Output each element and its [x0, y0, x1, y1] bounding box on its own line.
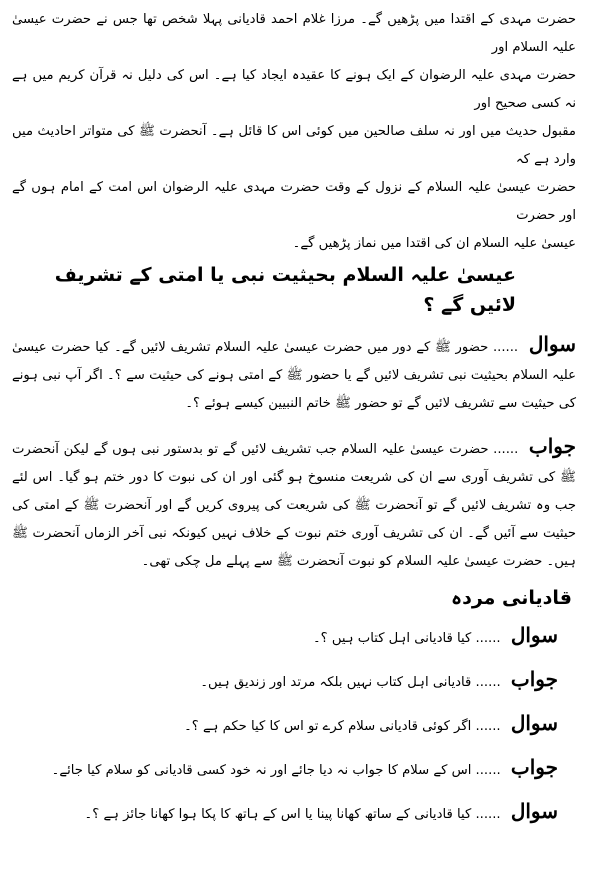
question-text: ...... اگر کوئی قادیانی سلام کرے تو اس کا کیا حکم ہے ؟۔ [184, 719, 501, 734]
answer-label: جواب [528, 434, 576, 458]
question-label: سوال [510, 711, 558, 735]
question-text: ...... حضور ﷺ کے دور میں حضرت عیسیٰ علیہ السلام تشریف لائیں گے۔ کیا حضرت عیسیٰ علیہ السلام بحیثیت نبی تشریف لائیں گے یا حضور ﷺ کے امتی ہونے کی حیثیت سے ؟۔ اگر آپ نبی ہونے کی حیثیت سے تشریف لائیں گے تو حضور ﷺ خاتم النبیین کیسے ہوئے ؟۔ [12, 340, 576, 411]
list-item [12, 796, 576, 830]
intro-line: حضرت عیسیٰ علیہ السلام کے نزول کے وقت حضرت مہدی علیہ الرضوان اس امت کے امام ہوں گے اور حضرت [12, 180, 576, 223]
question-text: ...... کیا قادیانی کے ساتھ کھانا پینا یا اس کے ہاتھ کا پکا ہوا کھانا جائز ہے ؟۔ [84, 807, 501, 822]
answer-label: جواب [510, 667, 558, 691]
question-label: سوال [510, 799, 558, 823]
answer-label: جواب [510, 755, 558, 779]
answer-text: ...... حضرت عیسیٰ علیہ السلام جب تشریف لائیں گے تو بدستور نبی ہوں گے لیکن آنحضرت ﷺ کی تشریف آوری سے ان کی شریعت منسوخ ہو گئی اور ان کی نبوت کا دور ختم ہو گیا۔ اس لئے جب وہ تشریف لائیں گے تو آنحضرت ﷺ کی شریعت کی پیروی کریں گے اور آنحضرت ﷺ کے امتی کی حیثیت سے آئیں گے۔ ان کی تشریف آوری ختم نبوت کے خلاف نہیں کیونکہ نبی آخر الزماں آنحضرت ﷺ ہیں۔ حضرت عیسیٰ علیہ السلام کو نبوت آنحضرت ﷺ سے پہلے مل چکی تھی۔ [12, 442, 576, 569]
question-label: سوال [528, 332, 576, 356]
question-text: ...... کیا قادیانی اہل کتاب ہیں ؟۔ [312, 631, 501, 646]
intro-line: حضرت مہدی علیہ الرضوان کے ایک ہونے کا عقیدہ ایجاد کیا ہے۔ اس کی دلیل نہ قرآن کریم میں ہے نہ کسی صحیح اور [12, 68, 576, 111]
list-item [12, 664, 576, 698]
section-heading-qadiani-murtad: قادیانی مردہ [450, 587, 572, 609]
intro-line: مقبول حدیث میں اور نہ سلف صالحین میں کوئی اس کا قائل ہے۔ آنحضرت ﷺ کی متواتر احادیث میں وارد ہے کہ [12, 124, 576, 167]
intro-line: عیسیٰ علیہ السلام ان کی اقتدا میں نماز پڑھیں گے۔ [292, 236, 576, 251]
intro-line: حضرت مہدی کے اقتدا میں پڑھیں گے۔ مرزا غلام احمد قادیانی پہلا شخص تھا جس نے حضرت عیسیٰ علیہ السلام اور [12, 12, 576, 55]
list-item [12, 708, 576, 742]
section-heading-isa-status: عیسیٰ علیہ السلام بحیثیت نبی یا امتی کے تشریف لائیں گے ؟ [54, 264, 516, 316]
qa-block-answer [12, 432, 576, 576]
answer-text: ...... قادیانی اہل کتاب نہیں بلکہ مرتد اور زندیق ہیں۔ [200, 675, 501, 690]
list-item [12, 620, 576, 654]
list-item [12, 752, 576, 786]
qa-block-question [12, 330, 576, 418]
question-label: سوال [510, 623, 558, 647]
intro-paragraph [12, 6, 576, 258]
answer-text: ...... اس کے سلام کا جواب نہ دیا جائے اور نہ خود کسی قادیانی کو سلام کیا جائے۔ [51, 763, 501, 778]
